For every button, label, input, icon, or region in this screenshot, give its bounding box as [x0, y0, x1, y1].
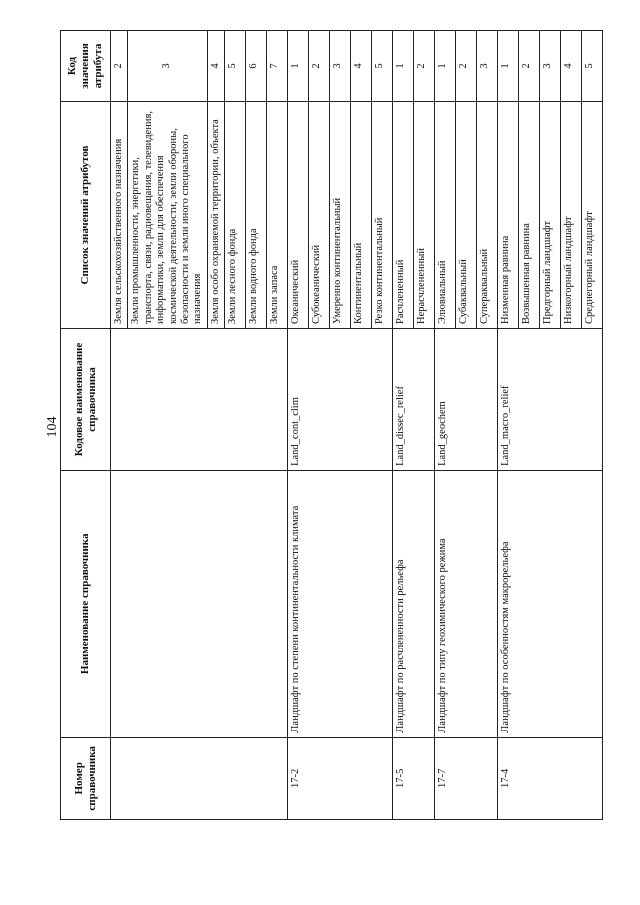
cell-attr-code: 4	[207, 31, 224, 102]
cell-value: Супераквальный	[477, 101, 498, 328]
cell-value: Расчлененный	[393, 101, 414, 328]
cell-name: Ландшафт по типу геохимического режима	[435, 470, 498, 737]
header-values: Список значений атрибутов	[61, 101, 111, 328]
cell-name	[111, 470, 288, 737]
cell-value: Элювиальный	[435, 101, 456, 328]
cell-name: Ландшафт по расчлененности рельефа	[393, 470, 435, 737]
cell-value: Субокеанический	[309, 101, 330, 328]
reference-table	[60, 30, 603, 820]
rotated-table-area	[60, 30, 620, 830]
cell-attr-code: 1	[435, 31, 456, 102]
cell-attr-code: 2	[456, 31, 477, 102]
cell-attr-code: 3	[540, 31, 561, 102]
header-number: Номер справочника	[61, 737, 111, 819]
cell-attr-code: 1	[288, 31, 309, 102]
cell-value: Среднегорный ландшафт	[582, 101, 603, 328]
page-number: 104	[45, 416, 60, 438]
cell-attr-code: 3	[128, 31, 207, 102]
cell-attr-code: 7	[267, 31, 288, 102]
cell-value: Резко континентальный	[372, 101, 393, 328]
cell-code	[111, 329, 288, 471]
header-name: Наименование справочника	[61, 470, 111, 737]
cell-name: Ландшафт по особенностям макрорельефа	[498, 470, 603, 737]
cell-attr-code: 4	[561, 31, 582, 102]
cell-attr-code: 3	[477, 31, 498, 102]
cell-number: 17-5	[393, 737, 435, 819]
cell-code: Land_macro_relief	[498, 329, 603, 471]
header-row	[61, 31, 111, 820]
header-attr-code: Код значения атрибута	[61, 31, 111, 102]
cell-attr-code: 2	[414, 31, 435, 102]
cell-attr-code: 5	[582, 31, 603, 102]
cell-number: 17-4	[498, 737, 603, 819]
cell-attr-code: 2	[111, 31, 128, 102]
cell-attr-code: 5	[372, 31, 393, 102]
cell-value: Земли водного фонда	[246, 101, 267, 328]
cell-value: Возвышенная равнина	[519, 101, 540, 328]
cell-value: Земля сельскохозяйственного назначения	[111, 101, 128, 328]
table-row	[288, 31, 309, 820]
table-row	[111, 31, 128, 820]
cell-value: Земли запаса	[267, 101, 288, 328]
cell-value: Океанический	[288, 101, 309, 328]
cell-value: Земли промышленности, энергетики, транспорта, связи, радиовещания, телевидения, информатики, земли для обеспечения космической деятельности, земли обороны, безопасности и земли иного специального назначения	[128, 101, 207, 328]
cell-value: Низменная равнина	[498, 101, 519, 328]
cell-attr-code: 6	[246, 31, 267, 102]
table-wrapper	[60, 30, 620, 820]
cell-attr-code: 2	[519, 31, 540, 102]
cell-value: Умеренно континентальный	[330, 101, 351, 328]
cell-number	[111, 737, 288, 819]
table-row	[435, 31, 456, 820]
cell-value: Земли лесного фонда	[225, 101, 246, 328]
cell-attr-code: 1	[498, 31, 519, 102]
cell-attr-code: 3	[330, 31, 351, 102]
cell-code: Land_geochem	[435, 329, 498, 471]
cell-value: Субаквальный	[456, 101, 477, 328]
cell-attr-code: 1	[393, 31, 414, 102]
cell-value: Предгорный ландшафт	[540, 101, 561, 328]
cell-number: 17-2	[288, 737, 393, 819]
cell-name: Ландшафт по степени континентальности климата	[288, 470, 393, 737]
cell-value: Земля особо охраняемой территории, объекта	[207, 101, 224, 328]
cell-value: Нерасчлененный	[414, 101, 435, 328]
cell-attr-code: 4	[351, 31, 372, 102]
cell-value: Низкогорный ландшафт	[561, 101, 582, 328]
cell-code: Land_dissec_relief	[393, 329, 435, 471]
cell-value: Континентальный	[351, 101, 372, 328]
cell-attr-code: 2	[309, 31, 330, 102]
cell-attr-code: 5	[225, 31, 246, 102]
table-row	[498, 31, 519, 820]
cell-number: 17-7	[435, 737, 498, 819]
table-row	[393, 31, 414, 820]
cell-code: Land_cont_clim	[288, 329, 393, 471]
header-code: Кодовое наименование справочника	[61, 329, 111, 471]
table-body	[111, 31, 603, 820]
